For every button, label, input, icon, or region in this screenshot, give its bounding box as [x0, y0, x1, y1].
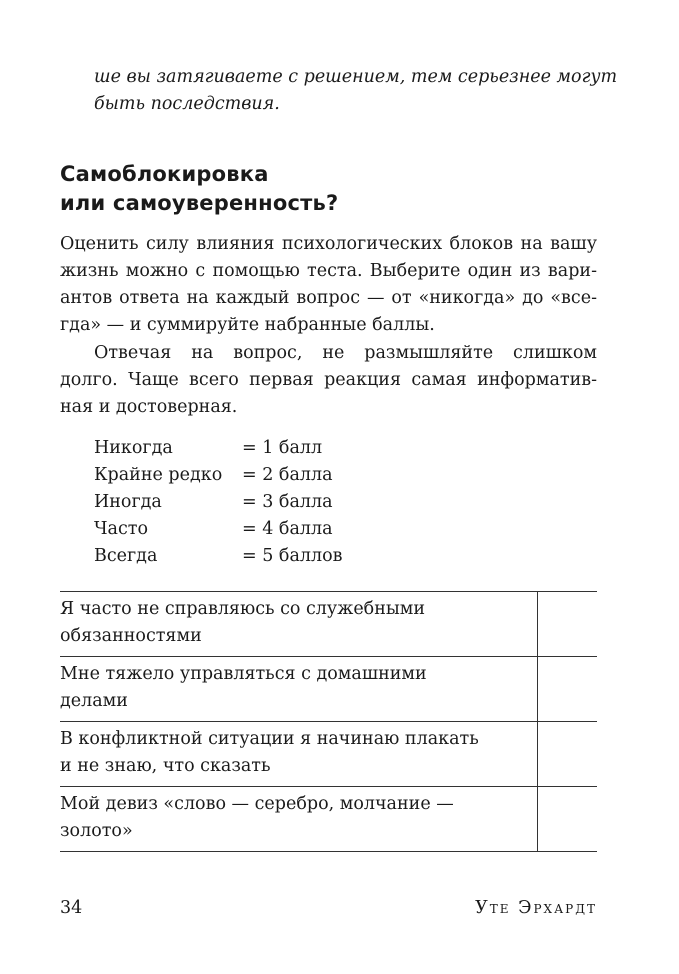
quote-line: быть последствия. [94, 94, 280, 114]
heading-line: или самоуверенность? [60, 191, 339, 215]
table-row [60, 787, 597, 852]
score-scale [94, 435, 343, 570]
question-cell [60, 657, 537, 722]
page-number: 34 [60, 898, 83, 918]
question-line: обязанностями [60, 626, 202, 646]
scale-value: = 4 балла [242, 519, 333, 539]
paragraph-line: антов ответа на каждый вопрос — от «никогда» до «все- [60, 288, 597, 308]
question-cell [60, 592, 537, 657]
table-row [60, 722, 597, 787]
paragraph-line: долго. Чаще всего первая реакция самая информатив- [60, 370, 597, 390]
scale-row [94, 435, 343, 462]
paragraph-line: Оценить силу влияния психологических блоков на вашу [60, 234, 597, 254]
running-author: Уте Эрхардт [475, 898, 597, 918]
question-line: Я часто не справляюсь со служебными [60, 599, 426, 619]
question-line: Мой девиз «слово — серебро, молчание — [60, 794, 454, 814]
scale-label: Часто [94, 519, 148, 539]
question-line: Мне тяжело управляться с домашними [60, 664, 427, 684]
intro-paragraph [60, 231, 597, 339]
answer-cell[interactable] [537, 787, 597, 852]
question-line: и не знаю, что сказать [60, 756, 271, 776]
scale-row [94, 462, 343, 489]
question-line: делами [60, 691, 128, 711]
paragraph-line: жизнь можно с помощью теста. Выберите один из вари- [60, 261, 597, 281]
table-row [60, 657, 597, 722]
questions-table [60, 591, 597, 852]
question-line: В конфликтной ситуации я начинаю плакать [60, 729, 479, 749]
scale-row [94, 543, 343, 570]
question-line: золото» [60, 821, 133, 841]
answer-cell[interactable] [537, 657, 597, 722]
scale-row [94, 516, 343, 543]
scale-label: Крайне редко [94, 465, 223, 485]
heading-line: Самоблокировка [60, 162, 269, 186]
section-heading [60, 160, 600, 218]
answer-cell[interactable] [537, 722, 597, 787]
table-row [60, 592, 597, 657]
paragraph-line: гда» — и суммируйте набранные баллы. [60, 315, 435, 335]
scale-value: = 5 баллов [242, 546, 343, 566]
quote-continuation [94, 64, 618, 118]
scale-label: Иногда [94, 492, 162, 512]
quote-line: ше вы затягиваете с решением, тем серьезнее могут [94, 67, 618, 87]
paragraph-line: Отвечая на вопрос, не размышляйте слишком [94, 343, 597, 363]
paragraph-line: ная и достоверная. [60, 397, 238, 417]
scale-value: = 2 балла [242, 465, 333, 485]
scale-label: Никогда [94, 438, 173, 458]
page-footer [60, 896, 597, 920]
answer-cell[interactable] [537, 592, 597, 657]
instruction-paragraph [60, 340, 597, 421]
question-cell [60, 722, 537, 787]
scale-row [94, 489, 343, 516]
question-cell [60, 787, 537, 852]
scale-value: = 1 балл [242, 438, 323, 458]
scale-label: Всегда [94, 546, 158, 566]
scale-value: = 3 балла [242, 492, 333, 512]
